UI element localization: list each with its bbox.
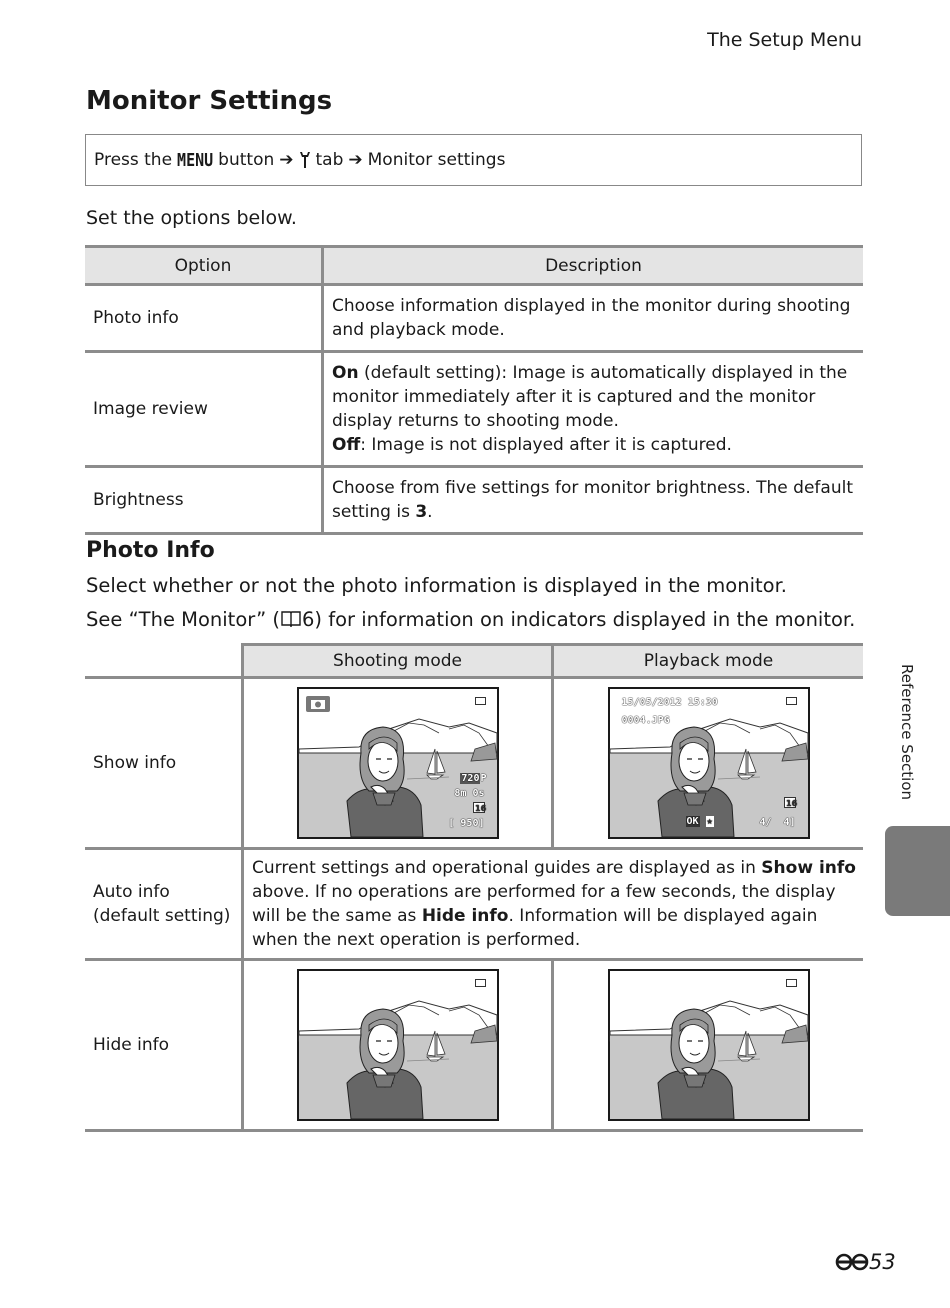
wrench-icon xyxy=(299,151,311,169)
path-prefix: Press the xyxy=(94,150,173,170)
setting-description xyxy=(243,849,864,960)
description-text: . Information will be displayed again when the next operation is performed. xyxy=(252,906,818,950)
setting-name-line: (default setting) xyxy=(93,906,231,926)
col-header-option: Option xyxy=(85,247,323,285)
description-text: above. If no operations are performed for a few seconds, the display will be the same as xyxy=(252,882,836,926)
table-row xyxy=(85,352,863,467)
battery-icon xyxy=(475,979,487,987)
playback-screen-cell xyxy=(553,960,864,1131)
resolution-value: 720 xyxy=(461,773,480,784)
remaining-time: 8m 0s xyxy=(454,788,485,799)
file-name: 0004.JPG xyxy=(621,715,670,726)
options-table xyxy=(85,245,863,535)
table-row xyxy=(85,849,863,960)
arrow-right-icon: ➔ xyxy=(279,150,294,170)
shooting-screen-cell xyxy=(243,678,553,849)
description-emphasis: Hide info xyxy=(421,906,509,926)
battery-icon xyxy=(475,697,487,705)
svg-text:16: 16 xyxy=(474,804,486,813)
reference-section-icon xyxy=(835,1251,869,1273)
exposures-remaining: [ 950] xyxy=(448,818,485,829)
star-icon: ★ xyxy=(706,816,713,827)
paragraph-text: ) for information on indicators displayed in the monitor. xyxy=(314,608,856,631)
empty-header-cell xyxy=(85,645,243,678)
default-value: 3 xyxy=(415,502,428,522)
option-name: Photo info xyxy=(85,285,323,352)
off-text: : Image is not displayed after it is captured. xyxy=(360,435,732,455)
page-number xyxy=(835,1250,896,1274)
monitor-illustration xyxy=(608,969,810,1121)
option-description xyxy=(323,352,864,467)
description-text: Current settings and operational guides are displayed as in xyxy=(252,858,762,878)
page-title: Monitor Settings xyxy=(86,86,333,116)
battery-icon xyxy=(786,979,798,987)
book-reference-icon xyxy=(280,610,302,628)
ok-label: OK xyxy=(686,816,699,827)
image-size-icon xyxy=(473,802,485,813)
on-label: On xyxy=(332,363,359,383)
svg-text:16: 16 xyxy=(785,799,797,808)
col-header-playback: Playback mode xyxy=(553,645,864,678)
menu-path-box xyxy=(85,134,862,186)
monitor-illustration xyxy=(297,969,499,1121)
paragraph: Select whether or not the photo information is displayed in the monitor. xyxy=(86,574,788,597)
frame-total: 4] xyxy=(783,817,796,828)
frame-number: 4/ xyxy=(759,817,772,828)
option-name: Image review xyxy=(85,352,323,467)
setting-name: Show info xyxy=(85,678,243,849)
arrow-right-icon: ➔ xyxy=(348,150,363,170)
menu-button-glyph: MENU xyxy=(177,149,214,171)
setting-name: Hide info xyxy=(85,960,243,1131)
photo-info-table xyxy=(85,643,863,1132)
option-description: Choose information displayed in the monitor during shooting and playback mode. xyxy=(323,285,864,352)
image-size-icon xyxy=(784,797,796,808)
option-description xyxy=(323,467,864,534)
side-tab-label: Reference Section xyxy=(898,664,916,801)
paragraph xyxy=(86,608,855,631)
page-number-value: 53 xyxy=(869,1250,896,1274)
table-row xyxy=(85,960,863,1131)
col-header-shooting: Shooting mode xyxy=(243,645,553,678)
monitor-illustration xyxy=(297,687,499,839)
desc-text-end: . xyxy=(427,502,433,522)
on-text: (default setting): Image is automatically displayed in the monitor immediately after it is captured and the monitor display returns to shooting mode. xyxy=(332,363,848,431)
ok-guide xyxy=(686,816,714,827)
resolution-suffix: P xyxy=(480,773,487,784)
battery-icon xyxy=(786,697,798,705)
desc-text: Choose from five settings for monitor brightness. The default setting is xyxy=(332,478,853,522)
reference-page: 6 xyxy=(302,608,315,631)
shooting-screen-cell xyxy=(243,960,553,1131)
camera-mode-icon xyxy=(306,696,330,712)
resolution-indicator xyxy=(460,773,486,784)
section-heading: Photo Info xyxy=(86,538,215,563)
path-button-word: button xyxy=(218,150,275,170)
option-name: Brightness xyxy=(85,467,323,534)
table-row xyxy=(85,467,863,534)
setting-name-line: Auto info xyxy=(93,882,170,902)
table-row xyxy=(85,285,863,352)
path-destination: Monitor settings xyxy=(367,150,506,170)
reference-section-tab xyxy=(885,826,950,916)
section-title: The Setup Menu xyxy=(707,29,862,51)
intro-text: Set the options below. xyxy=(86,207,297,229)
setting-name xyxy=(85,849,243,960)
col-header-description: Description xyxy=(323,247,864,285)
paragraph-text: See “The Monitor” ( xyxy=(86,608,280,631)
date-time: 15/05/2012 15:30 xyxy=(621,697,718,708)
off-label: Off xyxy=(332,435,361,455)
monitor-illustration xyxy=(608,687,810,839)
table-row xyxy=(85,678,863,849)
description-emphasis: Show info xyxy=(761,858,856,878)
playback-screen-cell xyxy=(553,678,864,849)
path-tab-word: tab xyxy=(315,150,344,170)
